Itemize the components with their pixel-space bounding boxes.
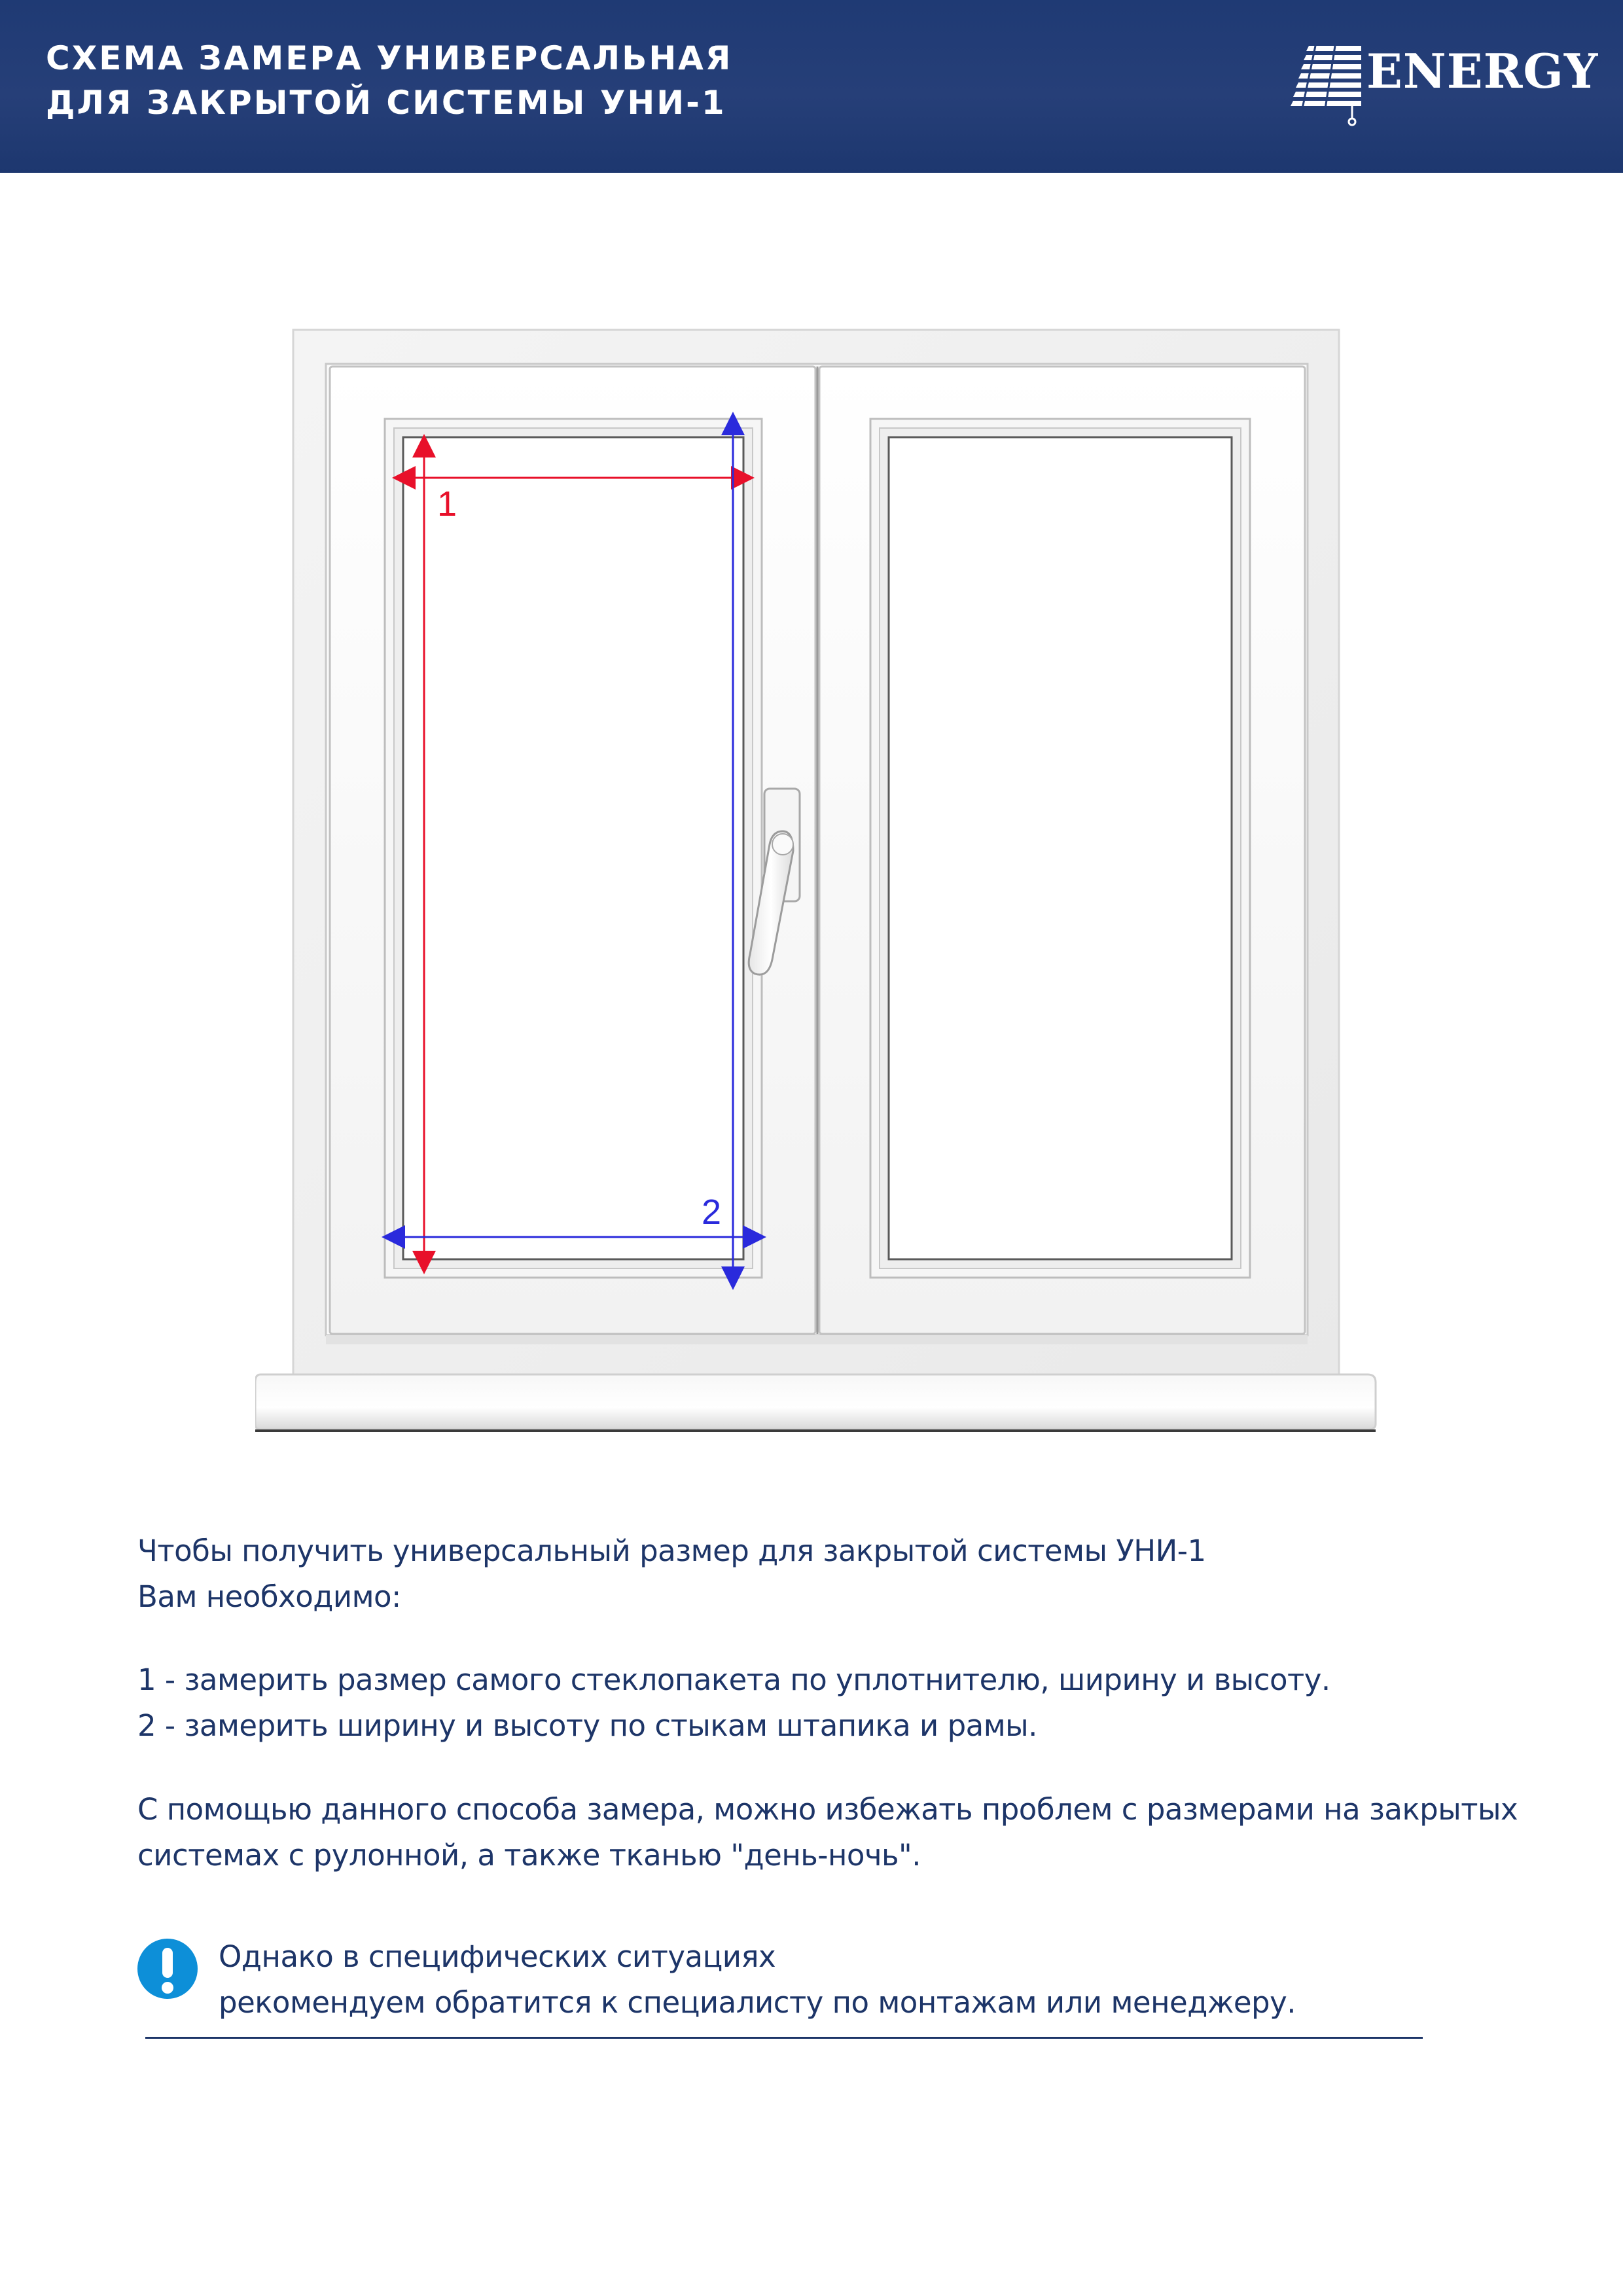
step-2: 2 - замерить ширину и высоту по стыкам штапика и рамы. (137, 1708, 1037, 1743)
intro-line-1: Чтобы получить универсальный размер для закрытой системы УНИ-1 (137, 1534, 1206, 1568)
outro-line-1: С помощью данного способа замера, можно избежать проблем с размерами на закрытых (137, 1792, 1518, 1827)
brand-logo (1289, 37, 1599, 128)
notice-line-2: рекомендуем обратится к специалисту по монтажам или менеджеру. (219, 1985, 1296, 2020)
outro-paragraph (137, 1787, 1518, 1878)
page-header (0, 0, 1623, 173)
measurement-1-label: 1 (437, 484, 457, 524)
intro-line-2: Вам необходимо: (137, 1579, 401, 1614)
blinds-logo-icon (1289, 43, 1368, 128)
exclamation-icon (137, 1939, 198, 1999)
window-illustration (255, 327, 1387, 1440)
steps-list (137, 1657, 1512, 1749)
intro-paragraph (137, 1528, 1512, 1620)
outro-line-2: системах с рулонной, а также тканью "день-ночь". (137, 1838, 921, 1873)
notice-paragraph (219, 1934, 1593, 2026)
notice-line-1: Однако в специфических ситуациях (219, 1939, 776, 1974)
window-diagram (255, 327, 1387, 1440)
bottom-divider (145, 2037, 1423, 2039)
measurement-2-label: 2 (702, 1193, 722, 1232)
step-1: 1 - замерить размер самого стеклопакета по уплотнителю, ширину и высоту. (137, 1662, 1330, 1697)
brand-name: ENERGY (1366, 43, 1599, 99)
page-title-line-2: ДЛЯ ЗАКРЫТОЙ СИСТЕМЫ УНИ-1 (46, 84, 726, 122)
page-title-line-1: СХЕМА ЗАМЕРА УНИВЕРСАЛЬНАЯ (46, 39, 733, 77)
